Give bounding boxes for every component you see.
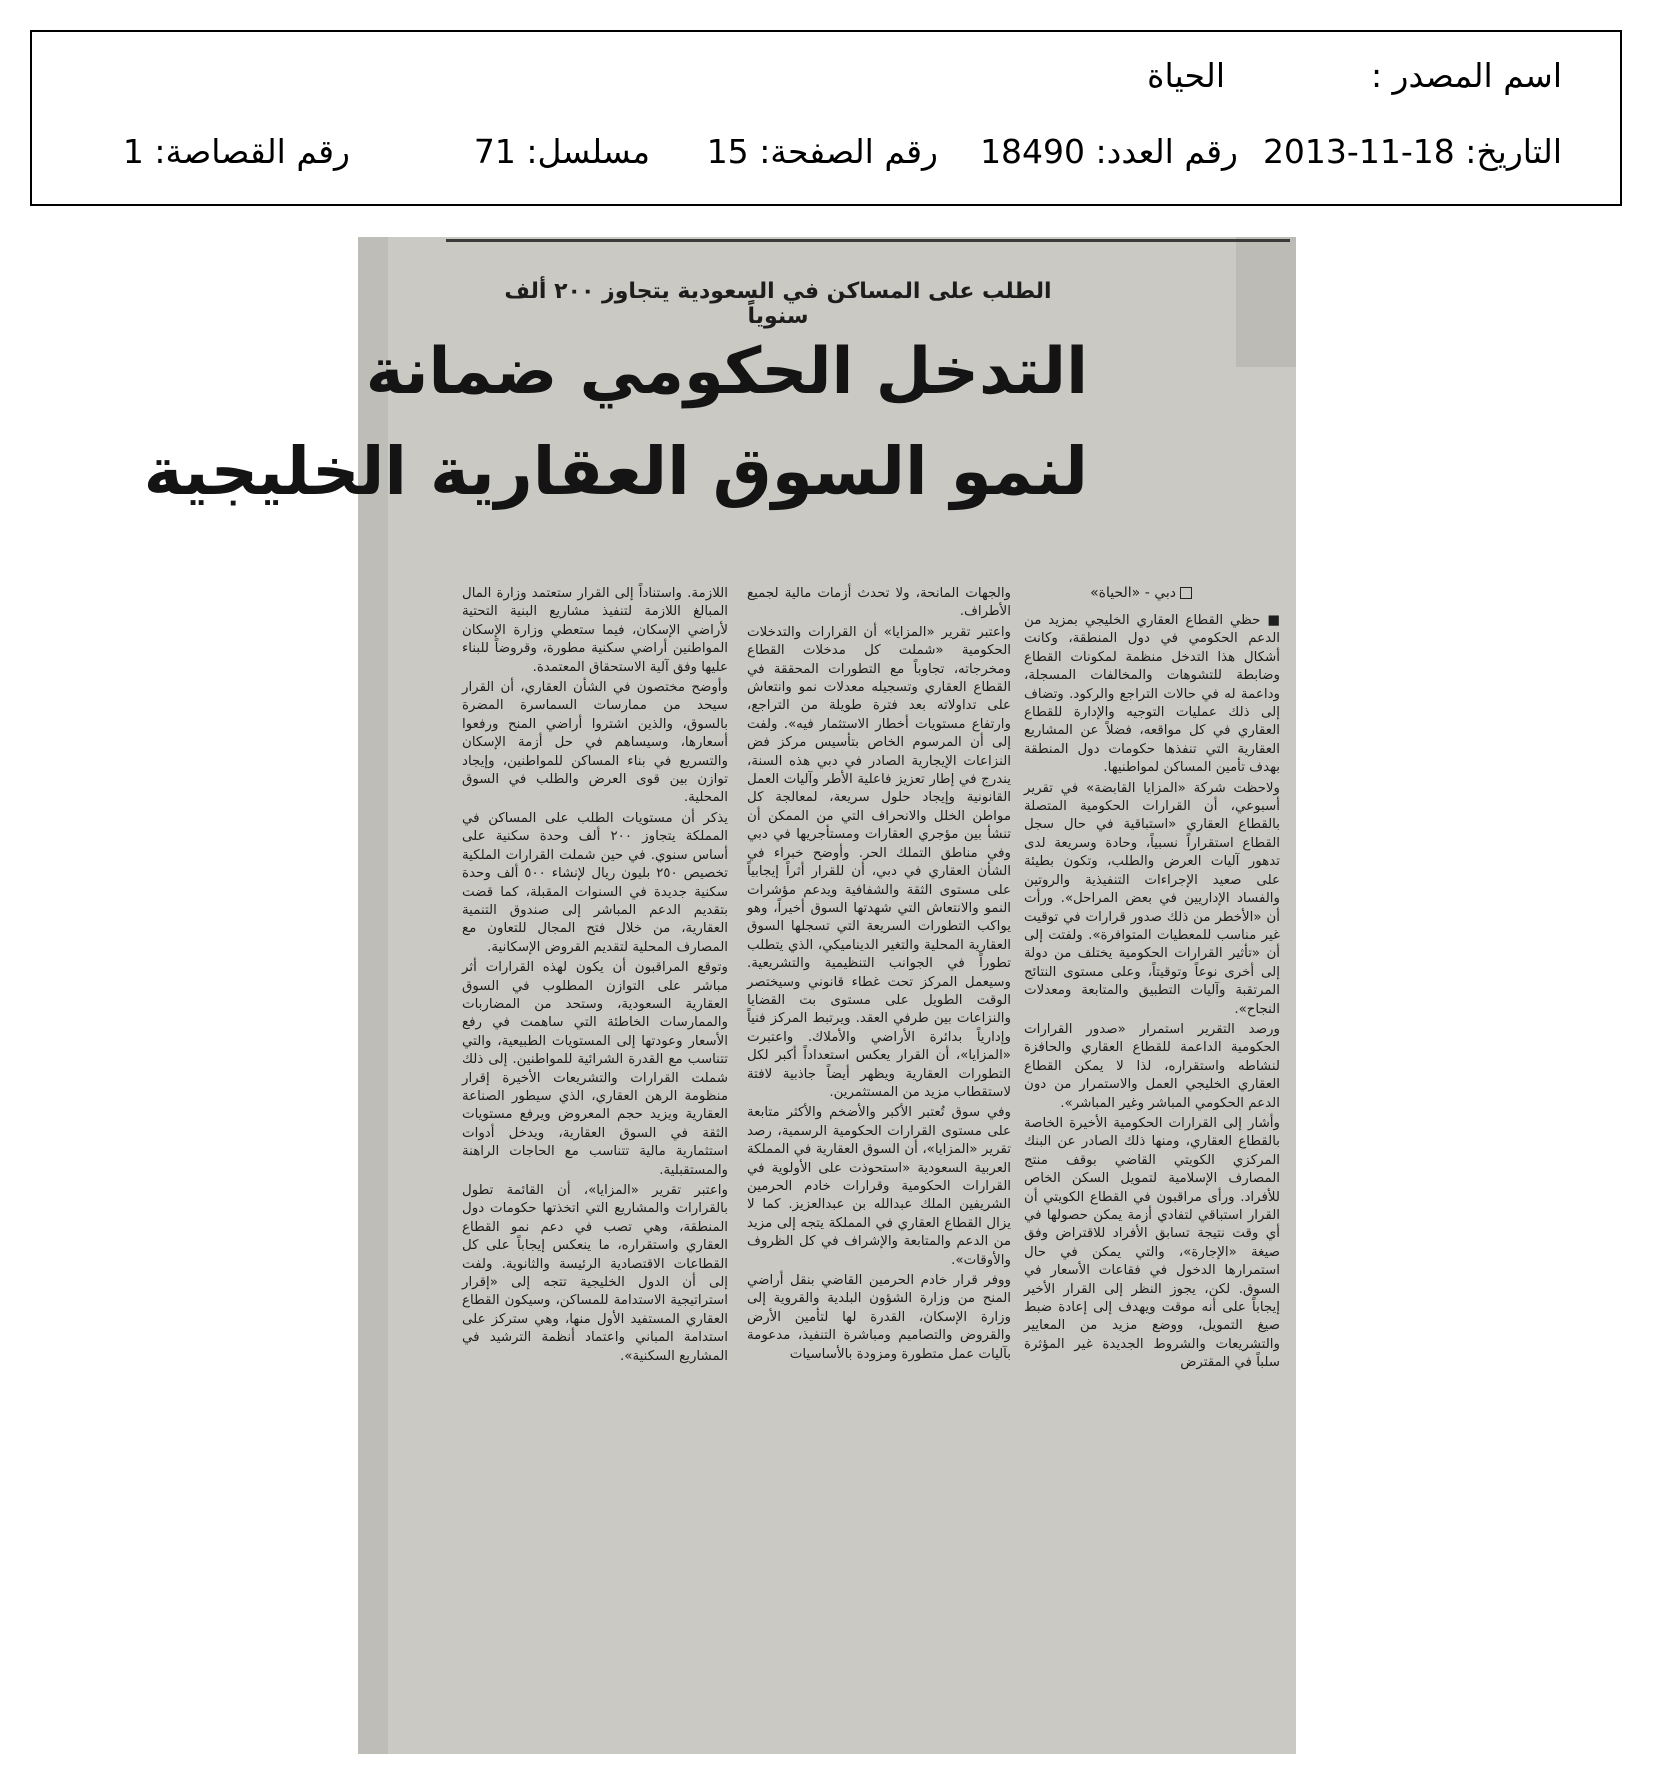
- issue-field: [980, 130, 1238, 174]
- paragraph: والجهات المانحة، ولا تحدث أزمات مالية لجميع الأطراف.: [747, 586, 1011, 620]
- article-column-middle: [747, 585, 1011, 1364]
- article-dateline: [1090, 585, 1192, 601]
- source-value: الحياة: [1147, 56, 1225, 95]
- clip-number-field: [123, 130, 350, 174]
- paragraph: ووفر قرار خادم الحرمين القاضي بنقل أراضي المنح من وزارة الشؤون البلدية والقروية إلى وزارة الإسكان، القدرة لها لتأمين الأرض والقروض والتصاميم ومباشرة التنفيذ، مدعومة بآليات عمل متطورة ومزودة بالأساسيات: [747, 1273, 1011, 1362]
- page-value: 15: [706, 132, 749, 171]
- clip-number-label: رقم القصاصة:: [154, 132, 350, 171]
- newspaper-clipping-scan: [143, 237, 1296, 1754]
- issue-value: 18490: [980, 132, 1086, 171]
- source-value-row: [1147, 54, 1225, 98]
- paragraph: واعتبر تقرير «المزايا»، أن القائمة تطول بالقرارات والمشاريع التي اتخذتها حكومات دول المنطقة، وهي تصب في دعم نمو القطاع العقاري واستقراره، ما ينعكس إيجاباً على كل القطاعات الاقتصادية الرئيسة والثانوية. ولفت إلى أن الدول الخليجية تتجه إلى «إقرار استراتيجية الاستدامة للمساكن، وسيكون القطاع العقاري المستفيد الأول منها، وهي ستركز على استدامة المباني واعتماد أنظمة الترشيد في المشاريع السكنية».: [462, 1183, 728, 1364]
- square-bullet-icon: [1180, 587, 1192, 599]
- page-field: [707, 130, 938, 174]
- issue-label: رقم العدد:: [1095, 132, 1238, 171]
- serial-label: مسلسل:: [526, 132, 650, 171]
- dateline-text: دبي - «الحياة»: [1090, 585, 1176, 601]
- article-headline-line2: لنمو السوق العقارية الخليجية: [143, 433, 1088, 510]
- clipping-metadata-box: [30, 30, 1622, 206]
- article-kicker: الطلب على المساكن في السعودية يتجاوز ٢٠٠ ألف سنوياً: [504, 279, 1052, 329]
- paragraph: ورصد التقرير استمرار «صدور القرارات الحكومية الداعمة للقطاع العقاري والحافزة لنشاطه واستقراره، لذا لا يمكن القطاع العقاري الخليجي العمل والاستمرار من دون الدعم الحكومي المباشر وغير المباشر».: [1024, 1021, 1280, 1111]
- paragraph: وأوضح مختصون في الشأن العقاري، أن القرار سيحد من ممارسات السماسرة المضرة بالسوق، والذين اشتروا أراضي المنح ورفعوا أسعارها، وسيساهم في حل أزمة الإسكان والتسريع في بناء المساكن للمواطنين، وإيجاد توازن بين قوى العرض والطلب في السوق المحلية.: [462, 680, 728, 806]
- bleed-through-area: [1236, 237, 1296, 367]
- article-column-left: [462, 585, 728, 1366]
- paragraph: وأشار إلى القرارات الحكومية الأخيرة الخاصة بالقطاع العقاري، ومنها ذلك الصادر عن البنك المركزي الكويتي القاضي بوقف منتج المصارف الإسلامية لتمويل السكن الخاص للأفراد. ورأى مراقبون في القطاع الكويتي أن القرار استباقي لتفادي أزمة يمكن حصولها في أي وقت نتيجة تسابق الأفراد للاقتراض وفق صيغة «الإجارة»، والتي يمكن في حال استمرارها الدخول في فقاعات الأسعار في السوق. لكن، يجوز النظر إلى القرار الأخير إيجاباً على أنه موقت ويهدف إلى إعادة ضبط صيغ التمويل، ووضع مزيد من المعايير والتشريعات والشروط الجديدة غير المؤثرة سلباً في المقترض: [1024, 1115, 1280, 1371]
- paragraph: وفي سوق تُعتبر الأكبر والأضخم والأكثر متابعة على مستوى القرارات الحكومية الرسمية، رصد تقرير «المزايا»، أن السوق العقارية في المملكة العربية السعودية «استحوذت على الأولوية في القرارات الحكومية وقرارات خادم الحرمين الشريفين الملك عبدالله بن عبدالعزيز. كما لا يزال القطاع العقاري في المملكة يتجه إلى مزيد من الدعم والمتابعة والإشراف في كل الظروف والأوقات».: [747, 1105, 1011, 1268]
- date-field: [1263, 130, 1562, 174]
- paragraph: واعتبر تقرير «المزايا» أن القرارات والتدخلات الحكومية «شملت كل مدخلات القطاع ومخرجاته، تجاوباً مع التطورات المحققة في القطاع العقاري وتسجيله معدلات نمو وانتعاش على تداولاته بعد فترة طويلة من التراجع، وارتفاع مستويات أخطار الاستثمار فيه». ولفت إلى أن المرسوم الخاص بتأسيس مركز فض النزاعات الإيجارية الصادر في دبي هذه السنة، يندرج في إطار تعزيز فاعلية الأطر وآليات العمل القانونية وإيجاد حلول سريعة، لمعالجة كل مواطن الخلل والانحراف التي من الممكن أن تنشأ بين مؤجري العقارات ومستأجريها في دبي وفي مناطق التملك الحر. وأوضح خبراء في الشأن العقاري في دبي، أن للقرار أثراً إيجابياً على مستوى الثقة والشفافية ويدعم مؤشرات النمو والانتعاش التي شهدتها السوق أخيراً، وهو يواكب التطورات السريعة التي تسجلها السوق العقارية المحلية والتغير الديناميكي، الذي يتطلب تطوراً في الجوانب التنظيمية والتشريعية. وسيعمل المركز تحت غطاء قانوني وسيختصر الوقت الطويل على مستوى بت القضايا والنزاعات بين طرفي العقد. ويرتبط المركز فنياً وإدارياً بدائرة الأراضي والأملاك. واعتبرت «المزايا»، أن القرار يعكس استعداداً أكبر لكل التطورات العقارية ويظهر أيضاً جاذبية لافتة لاستقطاب مزيد من المستثمرين.: [747, 624, 1011, 1100]
- source-label-row: [1371, 54, 1562, 98]
- paragraph: يذكر أن مستويات الطلب على المساكن في المملكة يتجاوز ٢٠٠ ألف وحدة سكنية على أساس سنوي. في حين شملت القرارات الملكية تخصيص ٢٥٠ بليون ريال لإنشاء ٥٠٠ ألف وحدة سكنية جديدة في السنوات المقبلة، كما قضت بتقديم الدعم المباشر إلى صندوق التنمية العقارية، من خلال فتح المجال للتعاون مع المصارف المحلية لتقديم القروض الإسكانية.: [462, 810, 729, 955]
- paragraph: ولاحظت شركة «المزايا القابضة» في تقرير أسبوعي، أن القرارات الحكومية المتصلة بالقطاع العقاري «استباقية في حال سجل القطاع استقراراً نسبياً، وحادة وسريعة لدى تدهور آليات العرض والطلب، وتكون بطيئة على صعيد الإجراءات التنفيذية والروتين والفساد الإداريين في بعض المراحل». ورأت أن «الأخطر من ذلك صدور قرارات في توقيت غير مناسب للمعطيات المتوافرة». ولفتت إلى أن «تأثير القرارات الحكومية يختلف من دولة إلى أخرى نوعاً وتوقيتاً، وعلى مستوى النتائج المرتقبة وآليات التطبيق والمتابعة ومعدلات النجاح».: [1024, 780, 1280, 1017]
- paragraph: ■ حظي القطاع العقاري الخليجي بمزيد من الدعم الحكومي في دول المنطقة، وكانت أشكال هذا التدخل منظمة لمكونات القطاع وضابطة للتشوهات والمخالفات المسجلة، وداعمة له في حالات التراجع والركود. وتضاف إلى ذلك عمليات التوجيه والإدارة للقطاع العقاري في كل مواقعه، فضلاً عن المشاريع العقارية التي تنفذها حكومات دول المنطقة بهدف تأمين المساكن لمواطنيها.: [1024, 613, 1280, 776]
- serial-field: [474, 130, 650, 174]
- article-headline-line1: التدخل الحكومي ضمانة: [365, 335, 1088, 409]
- date-label: التاريخ:: [1465, 132, 1562, 171]
- paragraph: اللازمة. واستناداً إلى القرار ستعتمد وزارة المال المبالغ اللازمة لتنفيذ مشاريع البنية التحتية لأراضي الإسكان، فيما ستعطي وزارة الإسكان المواطنين أراضي سكنية مطورة، وقروضاً للبناء عليها وفق آلية الاستحقاق المعتمدة.: [462, 586, 728, 675]
- date-value: 2013-11-18: [1262, 132, 1455, 171]
- serial-value: 71: [473, 132, 516, 171]
- source-label: اسم المصدر :: [1370, 56, 1562, 95]
- article-column-right: [1024, 612, 1280, 1373]
- clip-number-value: 1: [122, 132, 144, 171]
- paragraph: وتوقع المراقبون أن يكون لهذه القرارات أثر مباشر على التوازن المطلوب في السوق العقارية السعودية، وستحد من المضاربات والممارسات الخاطئة التي ساهمت في رفع الأسعار وعودتها إلى المستويات الطبيعية، والتي تتناسب مع القدرة الشرائية للمواطنين. إلى ذلك شملت القرارات والتشريعات الأخيرة إقرار منظومة الرهن العقاري، الذي سيطور الصناعة العقارية ويزيد حجم المعروض ويرفع مستويات الثقة في السوق العقارية، ويدخل أدوات استثمارية مالية تتناسب مع الحاجات الراهنة والمستقبلية.: [462, 960, 728, 1178]
- page-label: رقم الصفحة:: [759, 132, 938, 171]
- top-rule: [446, 239, 1290, 242]
